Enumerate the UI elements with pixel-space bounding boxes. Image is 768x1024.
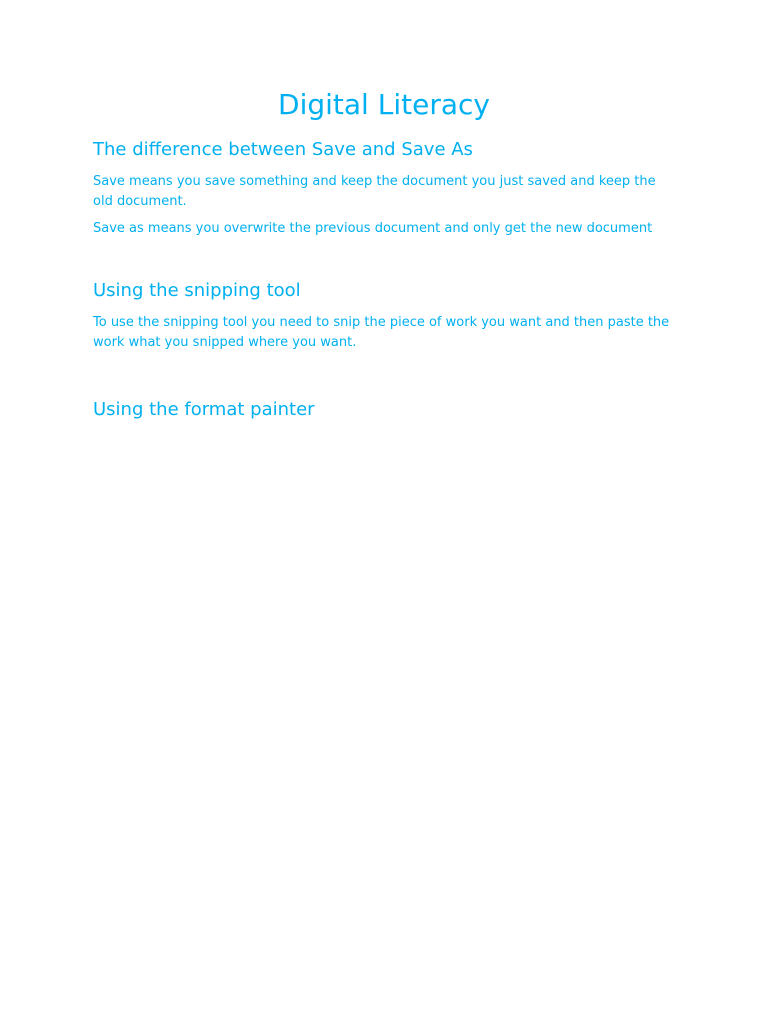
section-heading-snipping-tool: Using the snipping tool <box>93 280 301 301</box>
section-heading-format-painter: Using the format painter <box>93 399 315 420</box>
paragraph-save-as-meaning: Save as means you overwrite the previous document and only get the new document <box>93 221 653 236</box>
paragraph-snipping-tool: To use the snipping tool you need to snip the piece of work you want and then paste the work what you snipped where you want. <box>93 315 670 350</box>
section-heading-save-vs-save-as: The difference between Save and Save As <box>93 139 473 160</box>
paragraph-save-meaning: Save means you save something and keep the document you just saved and keep the old document. <box>93 174 656 209</box>
document-title: Digital Literacy <box>278 88 490 121</box>
